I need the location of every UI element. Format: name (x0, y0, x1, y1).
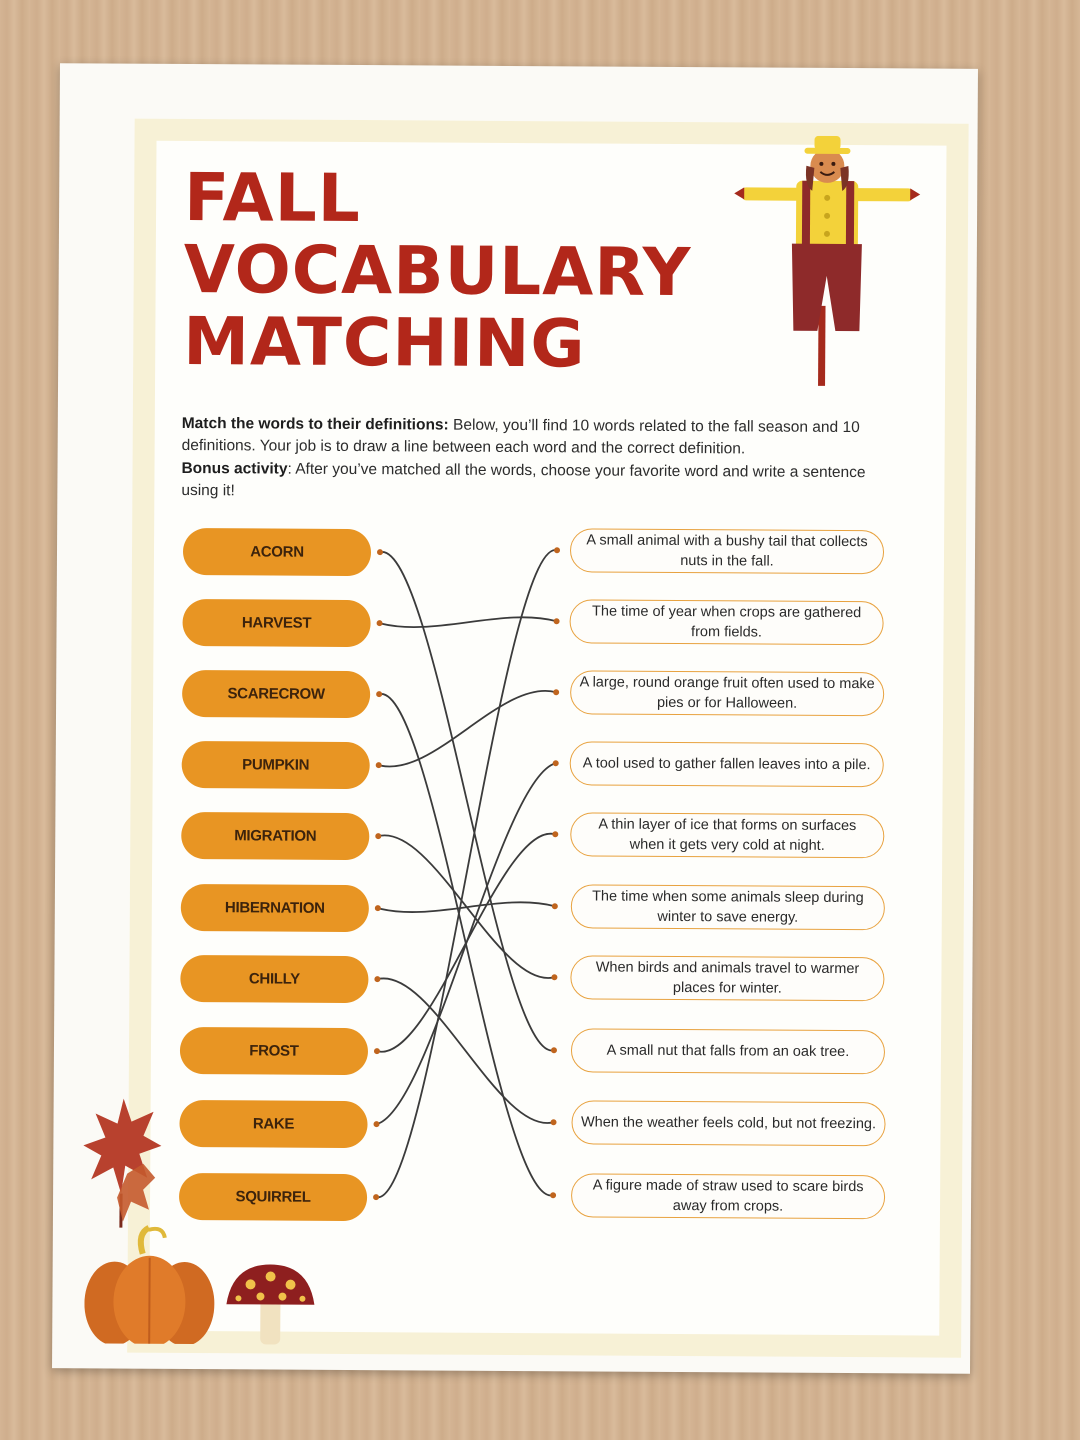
definition-scarecrow: A figure made of straw used to scare birds away from crops. (571, 1173, 885, 1219)
definition-chilly: When the weather feels cold, but not freezing. (571, 1100, 885, 1146)
worksheet-title (183, 158, 692, 383)
definition-hibernation: The time when some animals sleep during winter to save energy. (571, 884, 885, 930)
word-chilly: CHILLY (180, 955, 368, 1003)
word-hibernation: HIBERNATION (181, 884, 369, 932)
title-line-3: MATCHING (183, 302, 586, 383)
definition-migration: When birds and animals travel to warmer places for winter. (570, 955, 884, 1001)
mushroom-illustration (224, 1262, 316, 1345)
title-line-1: FALL (183, 158, 362, 238)
word-migration: MIGRATION (181, 812, 369, 860)
word-acorn: ACORN (183, 528, 371, 576)
instructions-match-text: Below, you’ll find 10 words related to the fall season and 10 definitions. Your job is to draw a line between each word and the correct definition. (181, 416, 860, 458)
definition-squirrel: A small animal with a bushy tail that collects nuts in the fall. (570, 528, 884, 574)
autumn-leaf-illustration (83, 1093, 164, 1228)
worksheet-paper (52, 63, 978, 1374)
instructions-text (181, 412, 892, 506)
definition-frost: A thin layer of ice that forms on surfaces when it gets very cold at night. (570, 812, 884, 858)
definition-acorn: A small nut that falls from an oak tree. (571, 1028, 885, 1074)
instructions-bonus-label: Bonus activity (181, 459, 288, 478)
pumpkin-illustration (84, 1223, 215, 1344)
word-rake: RAKE (179, 1100, 367, 1148)
definition-rake: A tool used to gather fallen leaves into a pile. (570, 741, 884, 787)
instructions-bonus-text: : After you’ve matched all the words, choose your favorite word and write a sentence using it! (181, 460, 866, 500)
instructions-match-label: Match the words to their definitions: (181, 414, 449, 434)
word-frost: FROST (180, 1027, 368, 1075)
title-line-2: VOCABULARY (183, 230, 692, 312)
word-scarecrow: SCARECROW (182, 670, 370, 718)
scarecrow-illustration (733, 135, 925, 388)
definition-harvest: The time of year when crops are gathered from fields. (569, 599, 883, 645)
definition-pumpkin: A large, round orange fruit often used to make pies or for Halloween. (570, 670, 884, 716)
word-squirrel: SQUIRREL (179, 1173, 367, 1221)
word-harvest: HARVEST (182, 599, 370, 647)
word-pumpkin: PUMPKIN (182, 741, 370, 789)
